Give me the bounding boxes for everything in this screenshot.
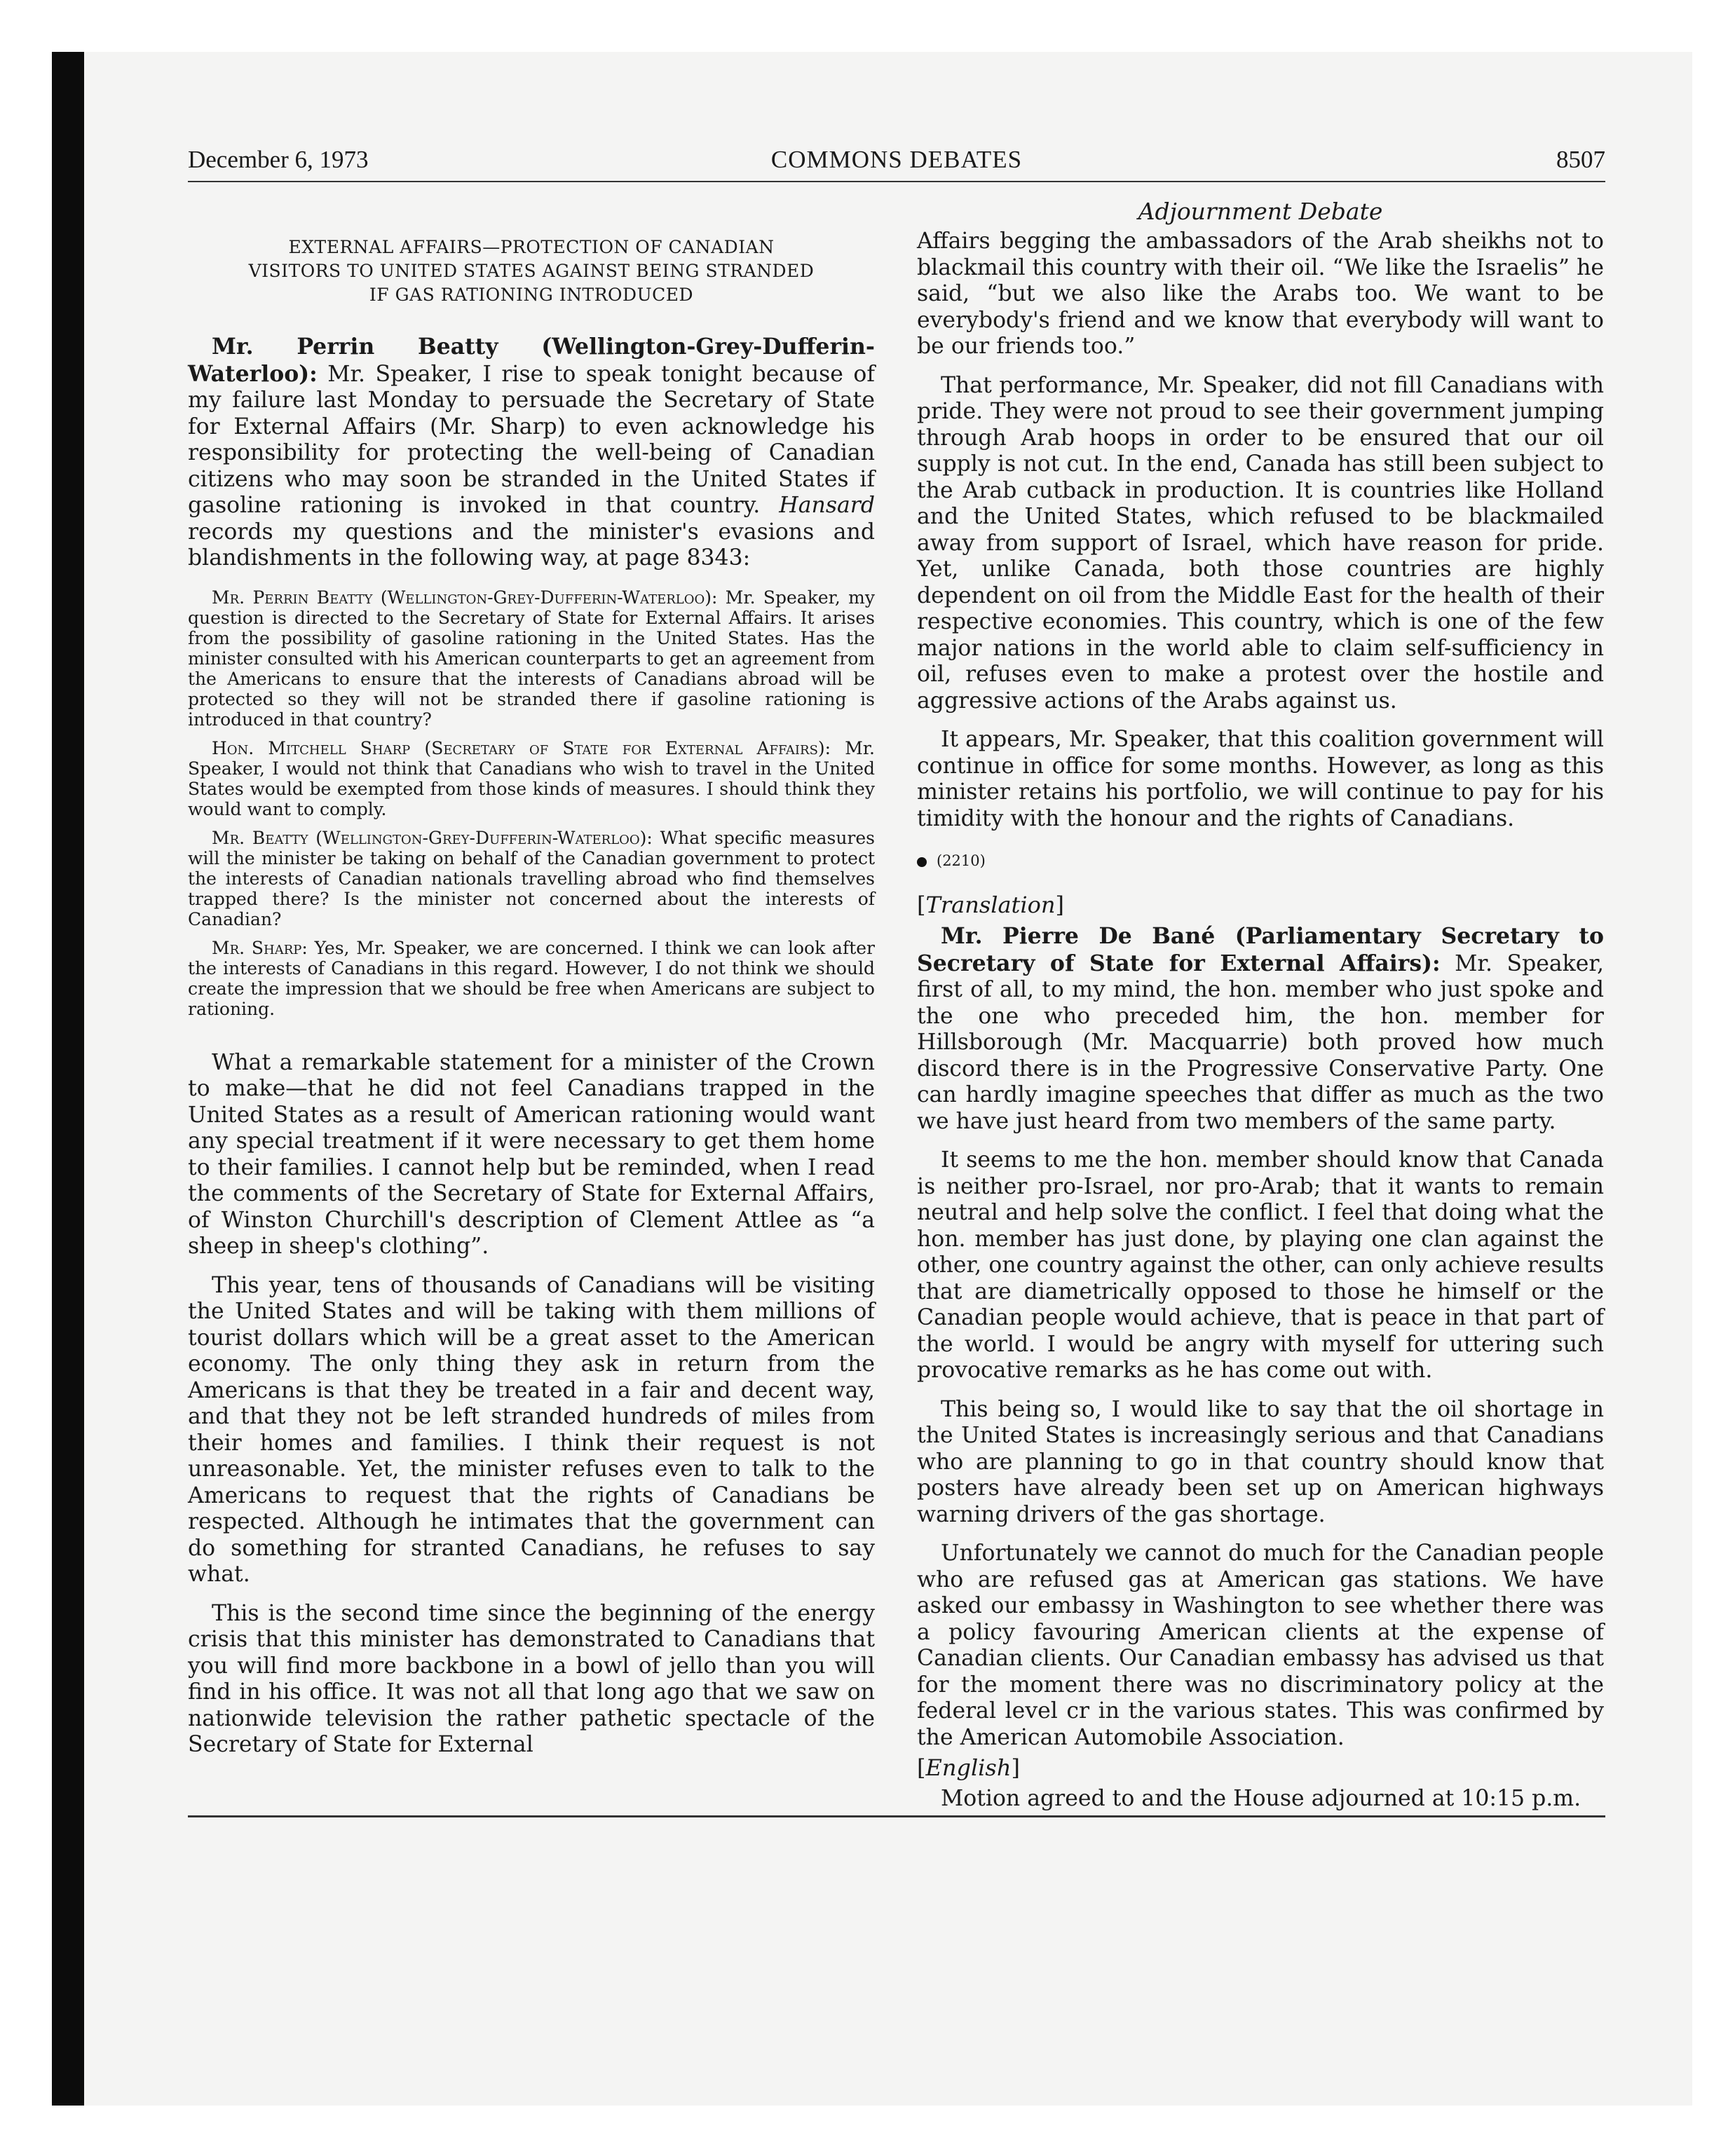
- paragraph: It seems to me the hon. member should know that Canada is neither pro-Israel, nor pro-Arab; that it wants to remain neutral and help solve the conflict. I feel that doing what the hon. member has just done, by playing one clan against the other, one country against the other, can only achieve results that are diametrically opposed to those he himself or the Canadian people would achieve, that is peace in that part of the world. I would be angry with myself for uttering such provocative remarks as he has come out with.: [917, 1147, 1604, 1383]
- paragraph: [188, 334, 875, 572]
- paragraph: Motion agreed to and the House adjourned at 10:15 p.m.: [941, 1786, 1581, 1811]
- paragraph: [917, 923, 1604, 1135]
- bullet-icon: [917, 857, 927, 867]
- running-title: Adjournment Debate: [1138, 198, 1383, 225]
- section-title: [188, 236, 875, 307]
- quote-paragraph: [188, 828, 875, 929]
- publication-name: Hansard: [779, 493, 875, 518]
- bottom-rule: [188, 1815, 1605, 1817]
- time-marker: [917, 850, 1604, 871]
- speaker-name: Mr. Perrin Beatty (Wellington-Grey-Dufferin-Waterloo):: [188, 334, 875, 387]
- header-title: COMMONS DEBATES: [770, 146, 1023, 173]
- paragraph-text: records my questions and the minister's evasions and blandishments in the following way, at page 8343:: [188, 519, 875, 571]
- paragraph-text: Mr. Speaker, I rise to speak tonight because of my failure last Monday to persuade the Secretary of State for External Affairs (Mr. Sharp) to even acknowledge his responsibility for protecting the well-being of Canadian citizens who may soon be stranded in the United States if gasoline rationing is invoked in that country.: [188, 361, 875, 518]
- binding-edge: [52, 52, 84, 2106]
- speaker-name: Mr. Pierre De Bané (Parliamentary Secretary to Secretary of State for External Affairs):: [917, 923, 1604, 976]
- paragraph: Unfortunately we cannot do much for the Canadian people who are refused gas at American gas stations. We have asked our embassy in Washington to see whether there was a policy favouring American clients at the expense of Canadian clients. Our Canadian embassy has advised us that for the moment there was no discriminatory policy at the federal level cr in the various states. This was confirmed by the American Automobile Association.: [917, 1541, 1604, 1750]
- translation-label: Translation: [925, 892, 1056, 918]
- hansard-quote: [188, 587, 875, 1019]
- quote-speaker: Mr. Sharp:: [212, 937, 308, 958]
- section-title-line: IF GAS RATIONING INTRODUCED: [369, 285, 694, 305]
- english-label: English: [925, 1754, 1012, 1781]
- quote-text: Yes, Mr. Speaker, we are concerned. I think we can look after the interests of Canadians in this regard. However, I do not think we should create the impression that we should be free when Americans are subject to rationing.: [188, 937, 875, 1019]
- paragraph: What a remarkable statement for a minister of the Crown to make—that he did not feel Canadians trapped in the United States as a result of American rationing would want any special treatment if it were necessary to get them home to their families. I cannot help but be reminded, when I read the comments of the Secretary of State for External Affairs, of Winston Churchill's description of Clement Attlee as “a sheep in sheep's clothing”.: [188, 1049, 875, 1259]
- paragraph: This year, tens of thousands of Canadians will be visiting the United States and will be taking with them millions of tourist dollars which will be a great asset to the American economy. The only thing they ask in return from the Americans is that they be treated in a fair and decent way, and that they not be left stranded hundreds of miles from their homes and families. I think their request is not unreasonable. Yet, the minister refuses even to talk to the Americans to request that the rights of Canadians be respected. Although he intimates that the government can do something for stranted Canadians, he refuses to say what.: [188, 1272, 875, 1587]
- page-header: [188, 146, 1605, 182]
- quote-paragraph: [188, 587, 875, 730]
- quote-speaker: Mr. Perrin Beatty (Wellington-Grey-Dufferin-Waterloo):: [212, 587, 718, 608]
- quote-paragraph: [188, 938, 875, 1019]
- paragraph: This being so, I would like to say that the oil shortage in the United States is increasingly serious and that Canadians who are planning to go in that country should know that posters have already been set up on American highways warning drivers of the gas shortage.: [917, 1396, 1604, 1527]
- quote-text: What specific measures will the minister be taking on behalf of the Canadian government to protect the interests of Canadian nationals travelling abroad who find themselves trapped there? Is the minister not concerned about the interests of Canadian?: [188, 827, 876, 929]
- quote-speaker: Mr. Beatty (Wellington-Grey-Dufferin-Waterloo):: [212, 827, 653, 848]
- time-marker-text: (2210): [937, 852, 986, 869]
- right-column: [917, 198, 1604, 1825]
- quote-text: Mr. Speaker, my question is directed to the Secretary of State for External Affairs. It arises from the possibility of gasoline rationing in the United States. Has the minister consulted with his American counterparts to get an agreement from the Americans to ensure that the interests of Canadians abroad will be protected so they will not be stranded there if gasoline rationing is introduced in that country?: [188, 587, 875, 730]
- section-title-line: VISITORS TO UNITED STATES AGAINST BEING STRANDED: [248, 261, 815, 281]
- paragraph: Affairs begging the ambassadors of the Arab sheikhs not to blackmail this country with their oil. “We like the Israelis” he said, “but we also like the Arabs too. We want to be everybody's friend and we know that everybody will want to be our friends too.”: [917, 228, 1604, 359]
- quote-speaker: Hon. Mitchell Sharp (Secretary of State for External Affairs):: [212, 737, 831, 758]
- translation-note: [Translation]: [917, 892, 1064, 918]
- paragraph: This is the second time since the beginning of the energy crisis that this minister has demonstrated to Canadians that you will find more backbone in a bowl of jello than you will find in his office. It was not all that long ago that we saw on nationwide television the rather pathetic spectacle of the Secretary of State for External: [188, 1600, 875, 1757]
- paragraph: It appears, Mr. Speaker, that this coalition government will continue in office for some months. However, as long as this minister retains his portfolio, we will continue to pay for his timidity with the honour and the rights of Canadians.: [917, 727, 1604, 831]
- language-note: [English]: [917, 1754, 1020, 1781]
- left-column: [188, 198, 875, 1771]
- quote-paragraph: [188, 738, 875, 819]
- header-page-number: 8507: [1556, 146, 1605, 173]
- header-date: December 6, 1973: [188, 146, 369, 173]
- paragraph-text: Mr. Speaker, first of all, to my mind, the hon. member who just spoke and the one who preceded him, the hon. member for Hillsborough (Mr. Macquarrie) both proved how much discord there is in the Progressive Conservative Party. One can hardly imagine speeches that differ as much as the two we have just heard from two members of the same party.: [917, 950, 1604, 1134]
- section-title-line: EXTERNAL AFFAIRS—PROTECTION OF CANADIAN: [288, 237, 775, 257]
- paragraph: That performance, Mr. Speaker, did not fill Canadians with pride. They were not proud to see their government jumping through Arab hoops in order to be ensured that our oil supply is not cut. In the end, Canada has still been subject to the Arab cutback in production. It is countries like Holland and the United States, which refused to be blackmailed away from support of Israel, which have reason for pride. Yet, unlike Canada, both those countries are highly dependent on oil from the Middle East for the health of their respective economies. This country, which is one of the few major nations in the world able to claim self-sufficiency in oil, refuses even to make a protest over the hostile and aggressive actions of the Arabs against us.: [917, 372, 1604, 714]
- quote-text: Mr. Speaker, I would not think that Canadians who wish to travel in the United States would be exempted from those kinds of measures. I should think they would want to comply.: [188, 737, 876, 819]
